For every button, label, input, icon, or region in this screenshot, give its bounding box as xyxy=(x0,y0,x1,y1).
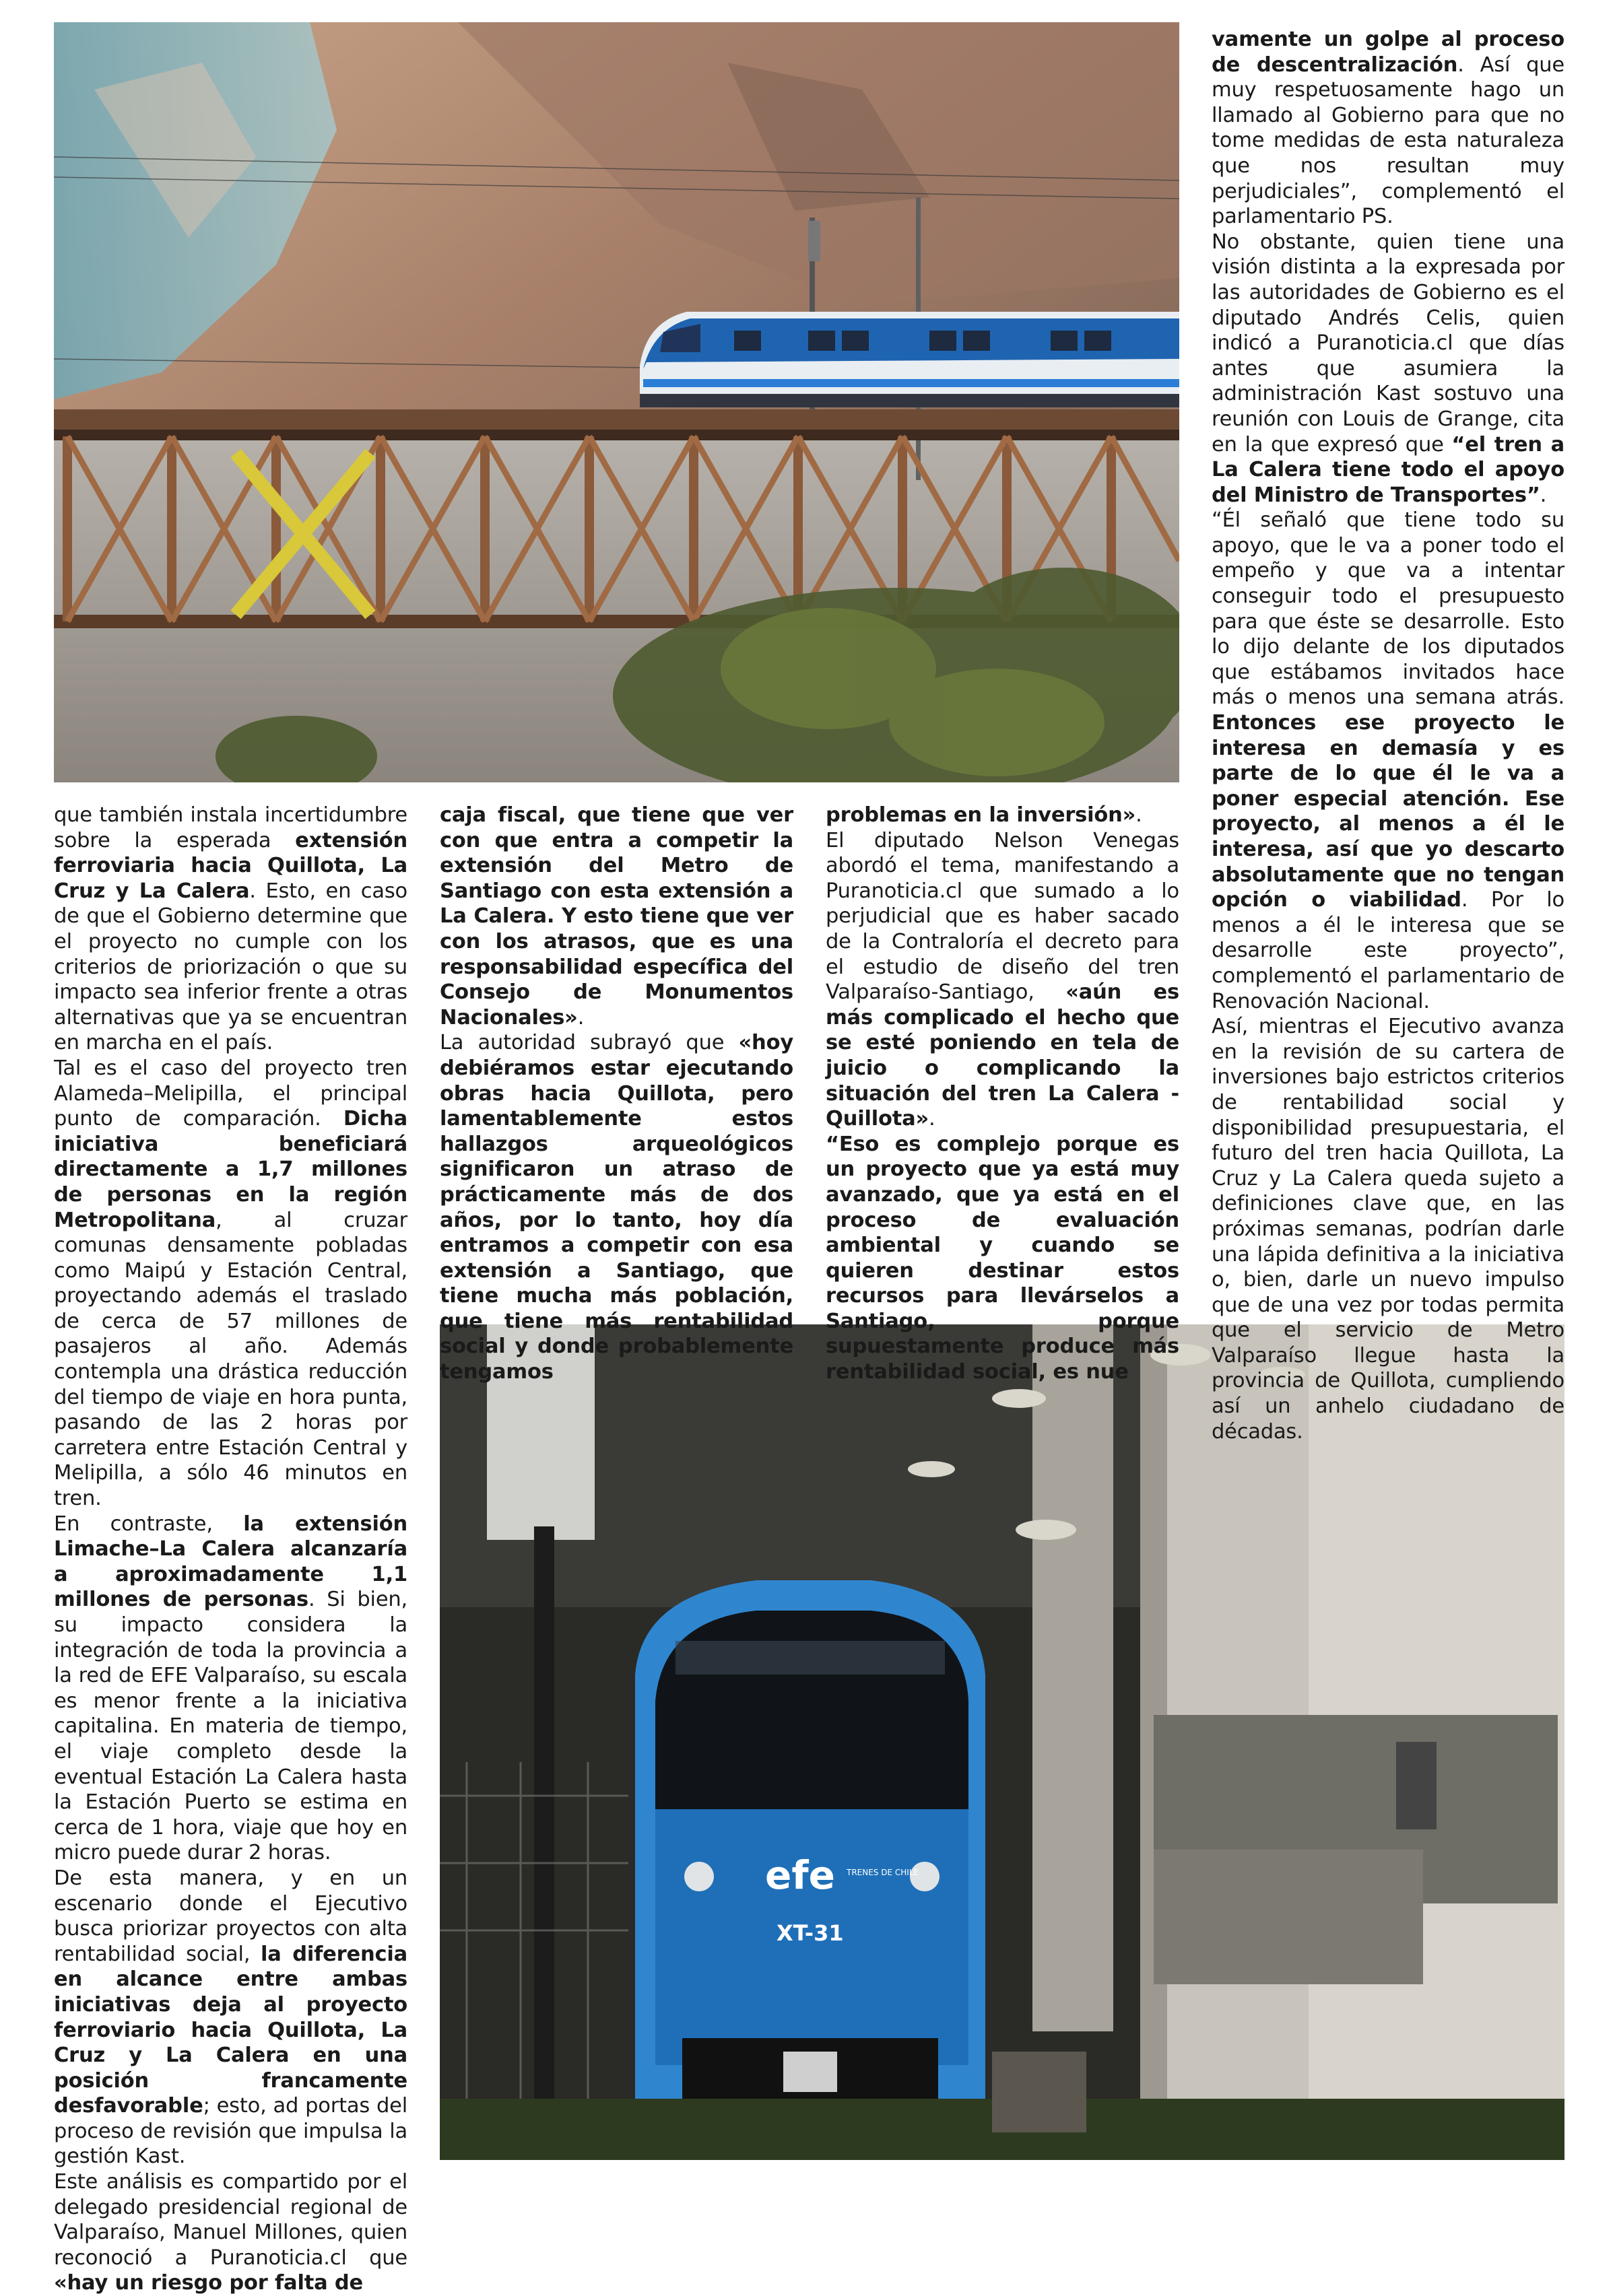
col1-p2 xyxy=(54,1056,407,1512)
bold-text-segment: la diferencia en alcance entre ambas iniciativas deja al proyecto ferroviario hacia Quillota, La Cruz y La Calera en una posición francamente desfavorable xyxy=(54,1942,407,2118)
text-segment: . Así que muy respetuosamente hago un llamado al Gobierno para que no tome medidas de esta naturaleza que nos resultan muy perjudiciales”, complementó el parlamentario PS. xyxy=(1212,53,1564,229)
text-segment: En contraste, xyxy=(54,1512,244,1536)
col2-p1 xyxy=(440,803,793,1030)
col3-p2 xyxy=(826,828,1179,1132)
col3-p3 xyxy=(826,1132,1179,1385)
bold-text-segment: “el tren a La Calera tiene todo el apoyo del Ministro de Transportes” xyxy=(1212,432,1564,507)
article-column-1 xyxy=(54,803,407,2296)
text-segment: Tal es el caso del proyecto tren Alameda–Melipilla, el principal punto de comparación. xyxy=(54,1056,407,1131)
article-column-2 xyxy=(440,803,793,1385)
bold-text-segment: «hoy debiéramos estar ejecutando obras hacia Quillota, pero lamentablemente estos hallazgos arqueológicos significaron un atraso de prácticamente más de dos años, por lo tanto, hoy día entramos a competir con esa extensión a Santiago, que tiene mucha más población, que tiene más rentabilidad social y donde probablemente tengamos xyxy=(440,1031,793,1384)
bold-text-segment: «aún es más complicado el hecho que se esté poniendo en tela de juicio o complicando la situación del tren La Calera - Quillota» xyxy=(826,980,1179,1131)
text-segment: . xyxy=(929,1107,935,1131)
text-segment: El diputado Nelson Venegas abordó el tema, manifestando a Puranoticia.cl que sumado a lo perjudicial que es haber sacado de la Contraloría el decreto para el estudio de diseño del tren Valparaíso-Santiago, xyxy=(826,828,1179,1005)
text-segment: que también instala incertidumbre sobre la esperada xyxy=(54,803,407,852)
efe-logo-text: efe xyxy=(765,1852,835,1898)
text-segment: Este análisis es compartido por el delegado presidencial regional de Valparaíso, Manuel Millones, quien reconoció a Puranoticia.cl que xyxy=(54,2170,407,2270)
col4-p4 xyxy=(1212,1014,1564,1444)
unit-code-text: XT-31 xyxy=(777,1920,844,1946)
article-column-3 xyxy=(826,803,1179,1385)
bold-text-segment: vamente un golpe al proceso de descentralización xyxy=(1212,28,1564,77)
bottom-photo xyxy=(440,1324,1564,2160)
text-segment: . xyxy=(577,1005,585,1029)
col4-p2 xyxy=(1212,230,1564,508)
text-segment: . Por lo menos a él le interesa que se desarrolle este proyecto”, complementó el parlamentario de Renovación Nacional. xyxy=(1212,888,1564,1013)
bold-text-segment: Entonces ese proyecto le interesa en demasía y es parte de lo que él le va a poner especial atención. Ese proyecto, al menos a él le interesa, así que yo descarto absolutamente que no tengan opción o viabilidad xyxy=(1212,711,1564,912)
bold-text-segment: la extensión Limache–La Calera alcanzaría a aproximadamente 1,1 millones de personas xyxy=(54,1512,407,1612)
bold-text-segment: problemas en la inversión» xyxy=(826,803,1136,827)
col4-p3 xyxy=(1212,508,1564,1014)
text-segment: Así, mientras el Ejecutivo avanza en la revisión de su cartera de inversiones bajo estrictos criterios de rentabilidad social y disponibilidad presupuestaria, el futuro del tren hacia Quillota, La Cruz y La Calera queda sujeto a definiciones clave que, en las próximas semanas, podrían darle una lápida definitiva a la iniciativa o, bien, darle un nuevo impulso que de una vez por todas permita que el servicio de Metro Valparaíso llegue hasta la provincia de Quillota, cumpliendo así un anhelo ciudadano de décadas. xyxy=(1212,1015,1564,1444)
bridge-train-image xyxy=(54,22,1179,782)
col2-p2 xyxy=(440,1030,793,1384)
col1-p4 xyxy=(54,1866,407,2169)
text-segment: . xyxy=(1540,483,1547,507)
train-graphic xyxy=(640,312,1179,407)
col4-p1 xyxy=(1212,27,1564,230)
col3-p1 xyxy=(826,803,1179,828)
col1-p5 xyxy=(54,2169,407,2296)
bold-text-segment: caja fiscal, que tiene que ver con que entra a competir la extensión del Metro de Santiago con esta extensión a La Calera. Y esto tiene que ver con los atrasos, que es una responsabilidad específica del Consejo de Monumentos Nacionales» xyxy=(440,803,793,1029)
bold-text-segment: extensión ferroviaria hacia Quillota, La Cruz y La Calera xyxy=(54,828,407,903)
text-segment: ; esto, ad portas del proceso de revisión que impulsa la gestión Kast. xyxy=(54,2094,407,2169)
top-photo xyxy=(54,22,1179,782)
efe-train-image xyxy=(440,1324,1564,2160)
text-segment: . xyxy=(1135,803,1142,827)
text-segment: , al cruzar comunas densamente pobladas como Maipú y Estación Central, proyectando además el traslado de cerca de 57 millones de pasajeros al año. Además contempla una drástica reducción del tiempo de viaje en hora punta, pasando de las 2 horas por carretera entre Estación Central y Melipilla, a sólo 46 minutos en tren. xyxy=(54,1208,407,1511)
col1-p1 xyxy=(54,803,407,1056)
text-segment: . Si bien, su impacto considera la integración de toda la provincia a la red de EFE Valparaíso, su escala es menor frente a la iniciativa capitalina. En materia de tiempo, el viaje completo desde la eventual Estación La Calera hasta la Estación Puerto se estima en cerca de 1 hora, viaje que hoy en micro puede durar 2 horas. xyxy=(54,1588,408,1865)
bold-text-segment: «hay un riesgo por falta de xyxy=(54,2271,363,2295)
text-segment: De esta manera, y en un escenario donde el Ejecutivo busca priorizar proyectos con alta rentabilidad social, xyxy=(54,1866,407,1966)
bold-text-segment: “Eso es complejo porque es un proyecto que ya está muy avanzado, que ya está en el proceso de evaluación ambiental y cuando se quieren destinar estos recursos para llevárselos a Santiago, porque supuestamente produce más rentabilidad social, es nue xyxy=(826,1132,1179,1384)
article-column-4 xyxy=(1212,27,1564,1444)
text-segment: . Esto, en caso de que el Gobierno determine que el proyecto no cumple con los criterios de priorización o que su impacto sea inferior frente a otras alternativas que ya se encuentran en marcha en el país. xyxy=(54,879,407,1055)
text-segment: “Él señaló que tiene todo su apoyo, que le va a poner todo el empeño y que va a intentar conseguir todo el presupuesto para que éste se desarrolle. Esto lo dijo delante de los diputados que estábamos invitados hace más o menos una semana atrás. xyxy=(1212,508,1564,710)
text-segment: La autoridad subrayó que xyxy=(440,1031,739,1055)
text-segment: No obstante, quien tiene una visión distinta a la expresada por las autoridades de Gobierno es el diputado Andrés Celis, quien indicó a Puranoticia.cl que días antes que asumiera la administración Kast sostuvo una reunión con Louis de Grange, cita en la que expresó que xyxy=(1212,230,1564,457)
efe-logo-subtitle: TRENES DE CHILE xyxy=(847,1868,919,1877)
col1-p3 xyxy=(54,1512,407,1866)
bold-text-segment: Dicha iniciativa beneficiará directamente a 1,7 millones de personas en la región Metropolitana xyxy=(54,1107,407,1232)
